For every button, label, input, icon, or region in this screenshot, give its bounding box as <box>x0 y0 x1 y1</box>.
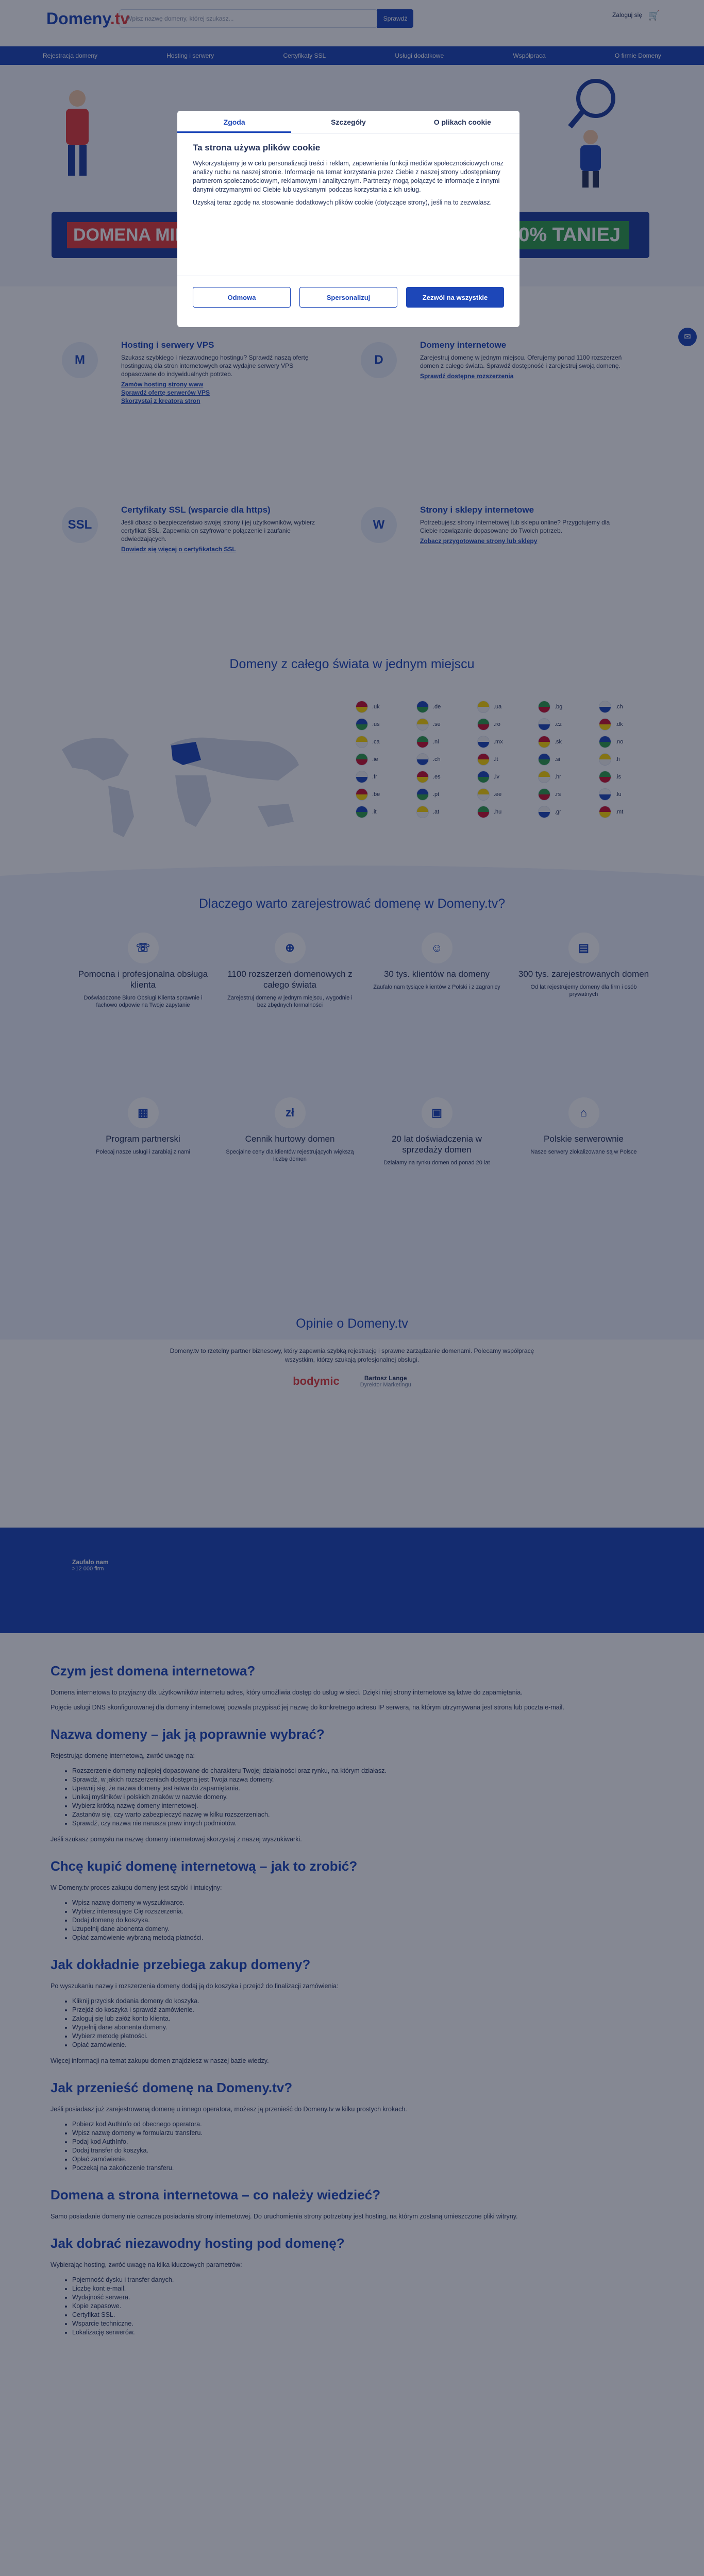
modal-text: Uzyskaj teraz zgodę na stosowanie dodatkowych plików cookie (dotyczące strony), jeśli na to zezwalasz. <box>193 199 492 206</box>
tab-details[interactable]: Szczegóły <box>331 118 366 126</box>
deny-button[interactable]: Odmowa <box>193 287 291 308</box>
modal-text: Wykorzystujemy je w celu personalizacji treści i reklam, zapewnienia funkcji mediów społecznościowych oraz analizy ruchu na naszej stronie. Informacje na temat korzystania przez Ciebie z naszej strony udostępniamy partnerom społecznościowym, reklamowym i analitycznym. Partnerzy mogą połączyć te informacje z innymi danymi otrzymanymi od Ciebie lub uzyskanymi podczas korzystania z ich usług. <box>193 160 504 193</box>
tab-consent[interactable]: Zgoda <box>177 111 291 133</box>
cookie-consent-modal <box>177 111 519 327</box>
modal-title: Ta strona używa plików cookie <box>193 143 321 152</box>
customize-button[interactable]: Spersonalizuj <box>299 287 397 308</box>
tab-about-cookies[interactable]: O plikach cookie <box>433 118 491 126</box>
allow-all-button[interactable]: Zezwól na wszystkie <box>406 287 504 308</box>
